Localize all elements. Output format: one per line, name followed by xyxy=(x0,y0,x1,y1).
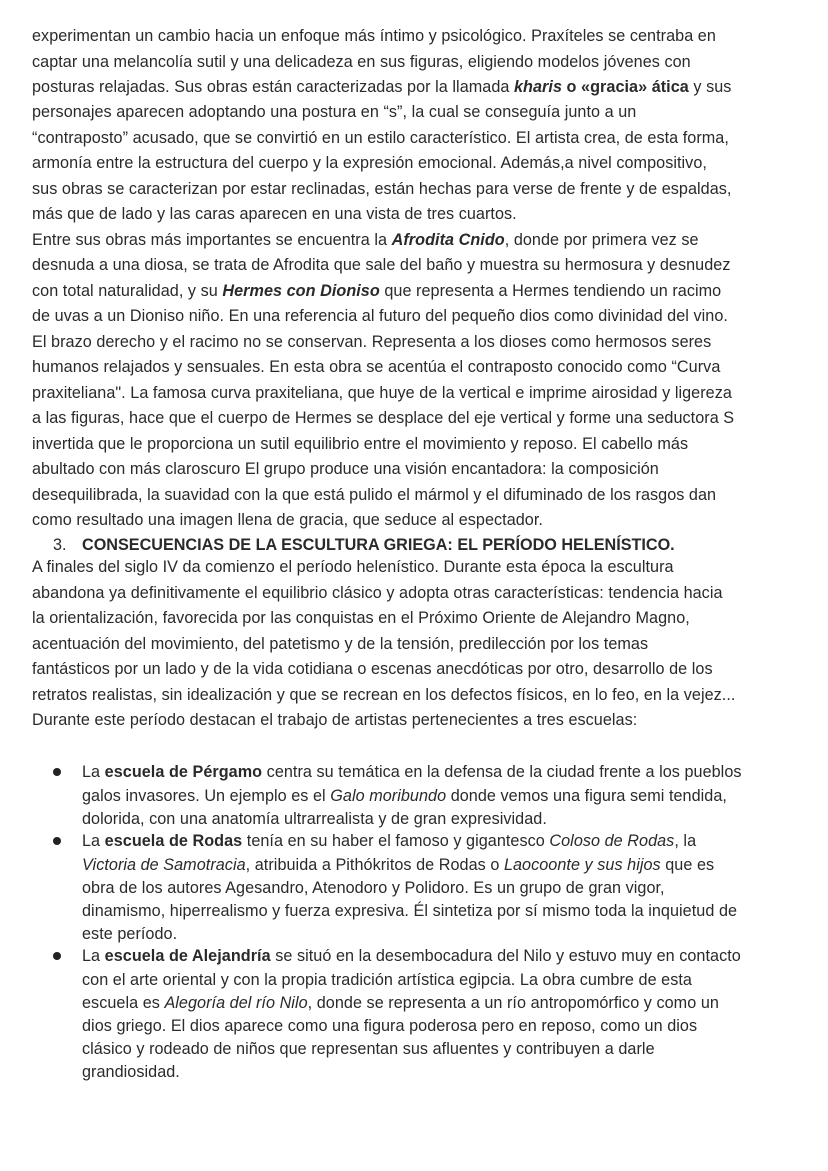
text-line: abultado con más claroscuro El grupo produce una visión encantadora: la composición xyxy=(32,460,659,478)
text-line: sus obras se caracterizan por estar reclinadas, están hechas para verse de frente y de espaldas, xyxy=(32,180,732,198)
text-line: “contraposto” acusado, que se convirtió en un estilo característico. El artista crea, de esta forma, xyxy=(32,129,729,147)
text-line: desequilibrada, la suavidad con la que está pulido el mármol y el difuminado de los rasgos dan xyxy=(32,486,717,504)
text-line: de uvas a un Dioniso niño. En una referencia al futuro del pequeño dios como divinidad del vino. xyxy=(32,307,728,325)
text-line: obra de los autores Agesandro, Atenodoro y Polidoro. Es un grupo de gran vigor, xyxy=(82,879,665,897)
text-line: Victoria de Samotracia, atribuida a Pithókritos de Rodas o Laocoonte y sus hijos que es xyxy=(82,856,715,874)
text-line: la orientalización, favorecida por las conquistas en el Próximo Oriente de Alejandro Magno, xyxy=(32,609,690,627)
text-line: A finales del siglo IV da comienzo el período helenístico. Durante esta época la escultura xyxy=(32,558,674,576)
text-line: con el arte oriental y con la propia tradición artística egipcia. La obra cumbre de esta xyxy=(82,971,692,989)
bullet-icon xyxy=(53,837,61,845)
text-line: Entre sus obras más importantes se encuentra la Afrodita Cnido, donde por primera vez se xyxy=(32,231,699,249)
text-line: personajes aparecen adoptando una postura en “s”, la cual se conseguía junto a un xyxy=(32,103,637,121)
text-line: dios griego. El dios aparece como una figura poderosa pero en reposo, como un dios xyxy=(82,1017,698,1035)
section-title: CONSECUENCIAS DE LA ESCULTURA GRIEGA: EL PERÍODO HELENÍSTICO. xyxy=(82,536,675,554)
text-line: acentuación del movimiento, del patetismo y de la tensión, predilección por los temas xyxy=(32,635,649,653)
text-line: desnuda a una diosa, se trata de Afrodita que sale del baño y muestra su hermosura y desnudez xyxy=(32,256,731,274)
text-line: galos invasores. Un ejemplo es el Galo moribundo donde vemos una figura semi tendida, xyxy=(82,787,727,805)
text-line: clásico y rodeado de niños que representan sus afluentes y contribuyen a darle xyxy=(82,1040,655,1058)
text-line: con total naturalidad, y su Hermes con Dioniso que representa a Hermes tendiendo un racimo xyxy=(32,282,722,300)
text-line: La escuela de Pérgamo centra su temática en la defensa de la ciudad frente a los pueblos xyxy=(82,763,742,781)
text-line: El brazo derecho y el racimo no se conservan. Representa a los dioses como hermosos seres xyxy=(32,333,712,351)
text-line: invertida que le proporciona un sutil equilibrio entre el movimiento y reposo. El cabello más xyxy=(32,435,689,453)
text-line: posturas relajadas. Sus obras están caracterizadas por la llamada kharis o «gracia» ática y sus xyxy=(32,78,732,96)
text-line: La escuela de Alejandría se situó en la desembocadura del Nilo y estuvo muy en contacto xyxy=(82,947,741,965)
bullet-icon xyxy=(53,952,61,960)
text-line: como resultado una imagen llena de gracia, que seduce al espectador. xyxy=(32,511,543,529)
bullet-icon xyxy=(53,768,61,776)
text-line: praxiteliana". La famosa curva praxiteliana, que huye de la vertical e imprime airosidad y ligereza xyxy=(32,384,732,402)
text-line: dinamismo, hiperrealismo y fuerza expresiva. Él sintetiza por sí mismo toda la inquietud de xyxy=(82,902,738,920)
text-line: experimentan un cambio hacia un enfoque más íntimo y psicológico. Praxíteles se centraba en xyxy=(32,27,716,45)
text-line: captar una melancolía sutil y una delicadeza en sus figuras, eligiendo modelos jóvenes con xyxy=(32,53,691,71)
section-number: 3. xyxy=(53,536,67,554)
text-line: dolorida, con una anatomía ultrarrealista y de gran expresividad. xyxy=(82,810,547,828)
text-line: La escuela de Rodas tenía en su haber el famoso y gigantesco Coloso de Rodas, la xyxy=(82,832,697,850)
text-line: armonía entre la estructura del cuerpo y la expresión emocional. Además,a nivel compositivo, xyxy=(32,154,707,172)
text-line: más que de lado y las caras aparecen en una vista de tres cuartos. xyxy=(32,205,517,223)
text-line: grandiosidad. xyxy=(82,1063,180,1081)
text-line: retratos realistas, sin idealización y que se recrean en los defectos físicos, en lo feo, en la vejez... xyxy=(32,686,736,704)
text-line: humanos relajados y sensuales. En esta obra se acentúa el contraposto conocido como “Curva xyxy=(32,358,721,376)
text-line: escuela es Alegoría del río Nilo, donde se representa a un río antropomórfico y como un xyxy=(82,994,719,1012)
text-line: abandona ya definitivamente el equilibrio clásico y adopta otras características: tendencia hacia xyxy=(32,584,723,602)
text-line: Durante este período destacan el trabajo de artistas pertenecientes a tres escuelas: xyxy=(32,711,638,729)
text-line: este período. xyxy=(82,925,178,943)
text-line: fantásticos por un lado y de la vida cotidiana o escenas anecdóticas por otro, desarrollo de los xyxy=(32,660,713,678)
text-line: a las figuras, hace que el cuerpo de Hermes se desplace del eje vertical y forme una seductora S xyxy=(32,409,735,427)
